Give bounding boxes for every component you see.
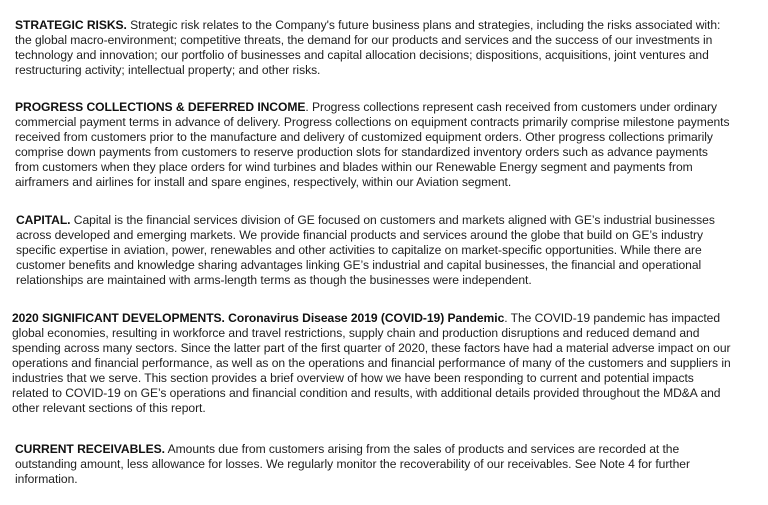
paragraph-line: comprise down payments from customers to reserve production slots for standardized inventory orders such as advance payments — [15, 145, 708, 159]
paragraph-line: specific expertise in aviation, power, renewables and other activities to capitalize on market-specific opportunities. While there are — [16, 243, 702, 257]
paragraph-heading: PROGRESS COLLECTIONS & DEFERRED INCOME — [15, 100, 306, 114]
paragraph-line — [16, 213, 715, 228]
paragraph-line: information. — [15, 472, 78, 486]
paragraph-progress-collections — [15, 100, 730, 190]
paragraph-line — [15, 18, 720, 33]
paragraph-line — [15, 442, 690, 457]
paragraph-line: industries that we serve. This section provides a brief overview of how we have been responding to current and potential impacts — [12, 371, 694, 385]
paragraph-text: . The COVID-19 pandemic has impacted — [504, 311, 721, 325]
paragraph-current-receivables — [15, 442, 690, 487]
paragraph-line: commercial payment terms in advance of delivery. Progress collections on equipment contracts primarily comprise milestone payments — [15, 115, 730, 129]
paragraph-significant-developments — [12, 311, 731, 416]
paragraph-heading: 2020 SIGNIFICANT DEVELOPMENTS. Coronavirus Disease 2019 (COVID-19) Pandemic — [12, 311, 505, 325]
paragraph-line: customer benefits and knowledge sharing advantages linking GE’s industrial and capital businesses, the financial and operational — [16, 258, 702, 272]
paragraph-heading: CURRENT RECEIVABLES. — [15, 442, 165, 456]
paragraph-line: global economies, resulting in workforce and travel restrictions, supply chain and production disruptions and reduced demand and — [12, 326, 700, 340]
paragraph-text: Strategic risk relates to the Company's future business plans and strategies, including the risks associated with: — [126, 18, 721, 32]
paragraph-line: technology and innovation; our portfolio of businesses and capital allocation decisions; dispositions, acquisitions, joint ventures and — [15, 48, 709, 62]
paragraph-line: airframers and airlines for install and spare engines, respectively, within our Aviation segment. — [15, 175, 512, 189]
paragraph-line: across developed and emerging markets. We provide financial products and services around the globe that build on GE’s industry — [16, 228, 704, 242]
paragraph-heading: CAPITAL. — [16, 213, 71, 227]
paragraph-line — [12, 311, 731, 326]
paragraph-text: . Progress collections represent cash received from customers under ordinary — [305, 100, 717, 114]
paragraph-line — [15, 100, 730, 115]
paragraph-text: Amounts due from customers arising from the sales of products and services are recorded at the — [164, 442, 680, 456]
paragraph-line: other relevant sections of this report. — [12, 401, 206, 415]
paragraph-line: relationships are maintained with arms-length terms as though the businesses were independent. — [16, 273, 532, 287]
paragraph-line: received from customers prior to the manufacture and delivery of customized equipment orders. Other progress collections primarily — [15, 130, 713, 144]
paragraph-line: the global macro-environment; competitive threats, the demand for our products and services and the success of our investments in — [15, 33, 713, 47]
paragraph-capital — [16, 213, 715, 288]
paragraph-line: outstanding amount, less allowance for losses. We regularly monitor the recoverability of our receivables. See Note 4 for further — [15, 457, 690, 471]
paragraph-text: Capital is the financial services division of GE focused on customers and markets aligned with GE’s industrial businesses — [70, 213, 715, 227]
paragraph-line: operations and financial performance, as well as on the operations and financial performance of many of the customers and suppliers in — [12, 356, 731, 370]
paragraph-strategic-risks — [15, 18, 720, 78]
paragraph-line: restructuring activity; intellectual property; and other risks. — [15, 63, 321, 77]
paragraph-heading: STRATEGIC RISKS. — [15, 18, 127, 32]
paragraph-line: spending across many sectors. Since the latter part of the first quarter of 2020, these factors have had a material adverse impact on our — [12, 341, 731, 355]
paragraph-line: from customers when they place orders for wind turbines and blades within our Renewable Energy segment and payments from — [15, 160, 693, 174]
paragraph-line: related to COVID-19 on GE’s operations and financial condition and results, with additional details provided throughout the MD&A and — [12, 386, 721, 400]
